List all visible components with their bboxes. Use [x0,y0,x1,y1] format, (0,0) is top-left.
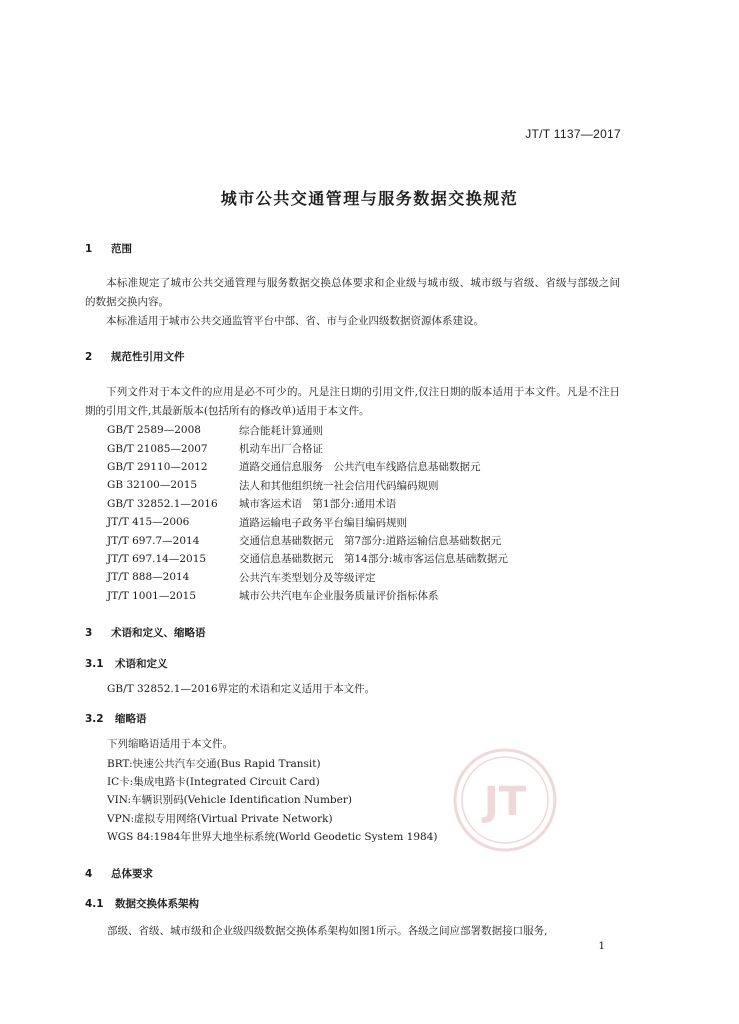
reference-item [107,495,508,513]
scope-paragraph-2 [85,312,620,331]
section-title: 规范性引用文件 [111,351,185,363]
reference-item [107,568,508,586]
reference-item [107,439,508,457]
reference-code: GB/T 21085—2007 [107,442,208,455]
reference-title: 综合能耗计算通则 [239,424,323,437]
reference-item [107,550,508,568]
section-number: 3.1 [85,658,104,670]
reference-item [107,458,508,476]
paragraph-text: 本标准适用于城市公共交通监管平台中部、省、市与企业四级数据资源体系建设。 [106,315,484,327]
section-number: 4.1 [85,898,104,910]
reference-title: 交通信息基础数据元 第14部分:城市客运信息基础数据元 [239,553,508,566]
terms-definition-text: GB/T 32852.1—2016界定的术语和定义适用于本文件。 [107,683,376,695]
section-title: 总体要求 [111,868,153,880]
watermark-text: JT [483,779,527,825]
reference-item [107,421,508,439]
reference-title: 道路交通信息服务 公共汽电车线路信息基础数据元 [239,461,481,474]
architecture-paragraph: 部级、省级、城市级和企业级四级数据交换体系架构如图1所示。各级之间应部署数据接口服务, [107,925,548,937]
section-number: 2 [85,351,93,363]
abbreviation-item: IC卡:集成电路卡(Integrated Circuit Card) [107,776,320,789]
section-number: 4 [85,868,93,880]
scope-paragraph-1 [85,274,620,312]
reference-code: JT/T 697.14—2015 [107,552,207,565]
jt-watermark-logo [450,745,560,855]
section-3-2-heading [85,711,147,726]
abbreviation-item: WGS 84:1984年世界大地坐标系统(World Geodetic System 1984) [107,831,438,844]
reference-title: 城市公共汽电车企业服务质量评价指标体系 [239,590,439,603]
document-title: 城市公共交通管理与服务数据交换规范 [220,189,519,208]
section-number: 3.2 [85,713,104,725]
reference-code: JT/T 415—2006 [107,516,190,529]
reference-code: GB/T 29110—2012 [107,460,208,473]
reference-title: 机动车出厂合格证 [239,443,323,456]
section-title: 数据交换体系架构 [115,898,199,910]
section-title: 术语和定义 [115,658,168,670]
reference-code: JT/T 888—2014 [107,571,190,584]
reference-title: 法人和其他组织统一社会信用代码编码规则 [239,479,439,492]
document-number: JT/T 1137—2017 [525,127,621,141]
abbreviation-item: BRT:快速公共汽车交通(Bus Rapid Transit) [107,757,321,770]
reference-code: GB 32100—2015 [107,479,198,492]
reference-item [107,513,508,531]
reference-item [107,587,508,605]
reference-title: 道路运输电子政务平台编目编码规则 [239,516,407,529]
section-3-1-heading [85,656,168,671]
section-title: 范围 [111,243,132,255]
reference-item [107,531,508,549]
section-4-heading [85,866,153,881]
section-title: 缩略语 [115,713,147,725]
reference-title: 城市客运术语 第1部分:通用术语 [239,498,397,511]
section-number: 3 [85,627,93,639]
abbreviations-list [107,754,437,846]
abbreviations-intro: 下列缩略语适用于本文件。 [107,738,233,750]
paragraph-text: 本标准规定了城市公共交通管理与服务数据交换总体要求和企业级与城市级、城市级与省级、省级与部级之间的数据交换内容。 [85,277,620,308]
reference-code: JT/T 1001—2015 [107,589,197,602]
reference-code: GB/T 32852.1—2016 [107,497,218,510]
reference-code: GB/T 2589—2008 [107,424,201,437]
section-title: 术语和定义、缩略语 [111,627,206,639]
reference-item [107,476,508,494]
refs-intro-paragraph [85,383,620,421]
section-1-heading [85,241,132,256]
reference-title: 公共汽车类型划分及等级评定 [239,571,376,584]
section-number: 1 [85,243,93,255]
abbreviation-item: VPN:虚拟专用网络(Virtual Private Network) [107,812,333,825]
normative-references-list [107,421,508,605]
reference-title: 交通信息基础数据元 第7部分:道路运输信息基础数据元 [239,535,502,548]
section-2-heading [85,349,185,364]
paragraph-text: 下列文件对于本文件的应用是必不可少的。凡是注日期的引用文件,仅注日期的版本适用于本文件。凡是不注日期的引用文件,其最新版本(包括所有的修改单)适用于本文件。 [85,386,620,417]
page-number: 1 [598,940,605,952]
abbreviation-item: VIN:车辆识别码(Vehicle Identification Number) [107,794,352,807]
section-4-1-heading [85,896,199,911]
section-3-heading [85,625,206,640]
reference-code: JT/T 697.7—2014 [107,534,200,547]
